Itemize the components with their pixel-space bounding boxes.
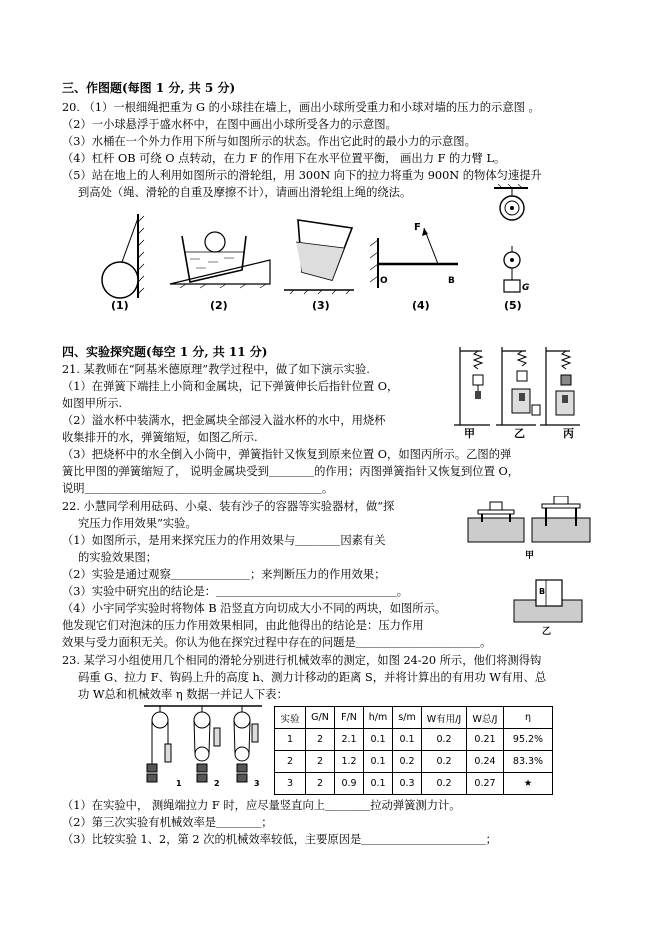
- table-cell: 0.2: [422, 729, 467, 751]
- q22-jia-label: 甲: [525, 551, 535, 561]
- section4-title: 四、实验探究题(每空 1 分, 共 11 分): [62, 345, 268, 359]
- q20-line-2: （2）一小球悬浮于盛水杯中，在图中画出小球所受各力的示意图。: [62, 118, 397, 131]
- q21-line-1: 21. 某教师在“阿基米德原理”教学过程中，做了如下演示实验.: [62, 363, 370, 376]
- q23-pulley-figures: [138, 704, 268, 794]
- table-cell: 0.2: [393, 751, 422, 773]
- q23-fig1-label: 1: [176, 779, 182, 788]
- table-header: G/N: [306, 707, 335, 729]
- fig5-label: (5): [504, 299, 522, 312]
- table-header-row: [275, 707, 553, 729]
- q22-fig-jia: [466, 496, 592, 546]
- table-cell: 2: [306, 729, 335, 751]
- table-header: s/m: [393, 707, 422, 729]
- q22-line-1: 22. 小慧同学利用砝码、小桌、装有沙子的容器等实验器材，做“探: [62, 500, 395, 513]
- table-header: 实验: [275, 707, 306, 729]
- q23-fig3-label: 3: [254, 779, 260, 788]
- fig1-ball-on-wall: [100, 212, 150, 302]
- table-header: W总/J: [467, 707, 504, 729]
- q21-line-5: 收集排开的水，弹簧缩短，如图乙所示.: [62, 431, 258, 444]
- table-cell: 2: [275, 751, 306, 773]
- table-cell: 0.3: [393, 773, 422, 795]
- q22-fig-yi: [512, 576, 584, 626]
- table-row: [275, 751, 553, 773]
- q22-line-3: （1）如图所示，是用来探究压力的作用效果与＿＿＿＿因素有关: [62, 534, 386, 547]
- fig4-F-label: F: [414, 222, 421, 233]
- table-cell: 2: [306, 773, 335, 795]
- fig2-floating-ball: [160, 224, 275, 296]
- section3-title: 三、作图题(每图 1 分, 共 5 分): [62, 81, 236, 95]
- q22-line-9: 效果与受力面积无关。你认为他在探究过程中存在的问题是＿＿＿＿＿＿＿＿＿＿＿。: [62, 636, 492, 649]
- table-cell: 1.2: [335, 751, 364, 773]
- table-row: [275, 729, 553, 751]
- q21-line-3: 如图甲所示.: [62, 397, 123, 410]
- q23-line-1: 23. 某学习小组使用几个相同的滑轮分别进行机械效率的测定，如图 24-20 所示，他们将测得钩: [62, 654, 542, 667]
- fig4-B-label: B: [448, 276, 455, 286]
- q20-line-5: （5）站在地上的人利用如图所示的滑轮组，用 300N 向下的拉力将重为 900N 的物体匀速提升: [62, 169, 542, 182]
- table-header: F/N: [335, 707, 364, 729]
- table-cell: 0.27: [467, 773, 504, 795]
- table-header: h/m: [364, 707, 393, 729]
- table-cell: 1: [275, 729, 306, 751]
- q23-line-2: 码重 G、拉力 F、钩码上升的高度 h、测力计移动的距离 S，并将计算出的有用功 W有用、总: [78, 671, 547, 684]
- q23-line-3: 功 W总和机械效率 η 数据一并记人下表：: [78, 688, 288, 701]
- q22-line-8: 他发现它们对泡沫的压力作用效果相同，由此他得出的结论是：压力作用: [62, 619, 424, 632]
- q22-line-7: （4）小宇同学实验时将物体 B 沿竖直方向切成大小不同的两块，如图所示。: [62, 602, 447, 615]
- q21-bing-label: 丙: [563, 427, 574, 440]
- fig3-label: (3): [312, 299, 330, 312]
- fig4-label: (4): [412, 299, 430, 312]
- fig2-label: (2): [210, 299, 228, 312]
- fig1-label: (1): [111, 299, 129, 312]
- table-cell: 0.1: [393, 729, 422, 751]
- table-cell: 0.2: [422, 751, 467, 773]
- q21-line-2: （1）在弹簧下端挂上小筒和金属块，记下弹簧伸长后指针位置 O，: [62, 380, 399, 393]
- q20-line-6: 到高处（绳、滑轮的自重及摩擦不计），请画出滑轮组上绳的绕法。: [78, 186, 412, 199]
- fig5-G-label: G: [522, 283, 530, 293]
- table-cell: 3: [275, 773, 306, 795]
- table-cell: 0.1: [364, 773, 393, 795]
- q21-line-6: （3）把烧杯中的水全倒入小筒中，弹簧指针又恢复到原来位置 O，如图丙所示。乙图的弹: [62, 448, 512, 461]
- table-cell: 0.9: [335, 773, 364, 795]
- table-cell: 95.2%: [504, 729, 553, 751]
- q23-fig2-label: 2: [214, 779, 220, 788]
- q21-line-7: 簧比甲图的弹簧缩短了， 说明金属块受到＿＿＿＿的作用；丙图弹簧指针又恢复到位置 O，: [62, 465, 520, 478]
- q21-line-4: （2）溢水杯中装满水，把金属块全部浸入溢水杯的水中，用烧杯: [62, 414, 386, 427]
- table-cell: 0.1: [364, 729, 393, 751]
- table-cell: 2: [306, 751, 335, 773]
- table-header: W有用/J: [422, 707, 467, 729]
- q21-yi-label: 乙: [514, 427, 525, 440]
- fig5-pulley-system: [488, 184, 536, 296]
- q20-line-4: （4）杠杆 OB 可绕 O 点转动，在力 F 的作用下在水平位置平衡， 画出力 F 的力臂 L。: [62, 152, 506, 165]
- fig3-tilted-bucket: [282, 210, 357, 296]
- table-cell: 2.1: [335, 729, 364, 751]
- fig4-O-label: O: [380, 276, 388, 286]
- q22-line-5: （2）实验是通过观察＿＿＿＿＿＿＿；来判断压力的作用效果；: [62, 568, 386, 581]
- q20-line-3: （3）水桶在一个外力作用下所与如图所示的状态。作出它此时的最小力的示意图。: [62, 135, 476, 148]
- q23-tail-1: （1）在实验中， 测绳端拉力 F 时，应尽量竖直向上＿＿＿＿拉动弹簧测力计。: [62, 799, 461, 812]
- table-cell: 83.3%: [504, 751, 553, 773]
- table-cell: ★: [504, 773, 553, 795]
- table-cell: 0.1: [364, 751, 393, 773]
- q23-tail-2: （2）第三次实验有机械效率是＿＿＿＿；: [62, 816, 273, 829]
- q21-line-8: 说明＿＿＿＿＿＿＿＿＿＿＿＿＿＿＿＿＿＿＿＿＿。: [62, 482, 334, 495]
- table-header: η: [504, 707, 553, 729]
- q22-yi-label: 乙: [542, 627, 552, 637]
- q23-data-table: [274, 706, 553, 795]
- table-cell: 0.24: [467, 751, 504, 773]
- table-row: [275, 773, 553, 795]
- q20-line-1: 20. （1）一根细绳把重为 G 的小球挂在墙上，画出小球所受重力和小球对墙的压力的示意图 。: [62, 101, 540, 114]
- q23-tail-3: （3）比较实验 1、2，第 2 次的机械效率较低，主要原因是＿＿＿＿＿＿＿＿＿＿＿；: [62, 833, 497, 846]
- q22-line-4: 的实验效果图；: [78, 551, 158, 564]
- table-cell: 0.21: [467, 729, 504, 751]
- q21-apparatus-figure: [452, 345, 584, 435]
- q22-B-label: B: [539, 587, 546, 596]
- q22-line-2: 究压力作用效果”实验。: [78, 517, 197, 530]
- table-cell: 0.2: [422, 773, 467, 795]
- q22-line-6: （3）实验中研究出的结论是：＿＿＿＿＿＿＿＿＿＿＿＿＿＿＿＿。: [62, 585, 409, 598]
- q21-jia-label: 甲: [464, 427, 475, 440]
